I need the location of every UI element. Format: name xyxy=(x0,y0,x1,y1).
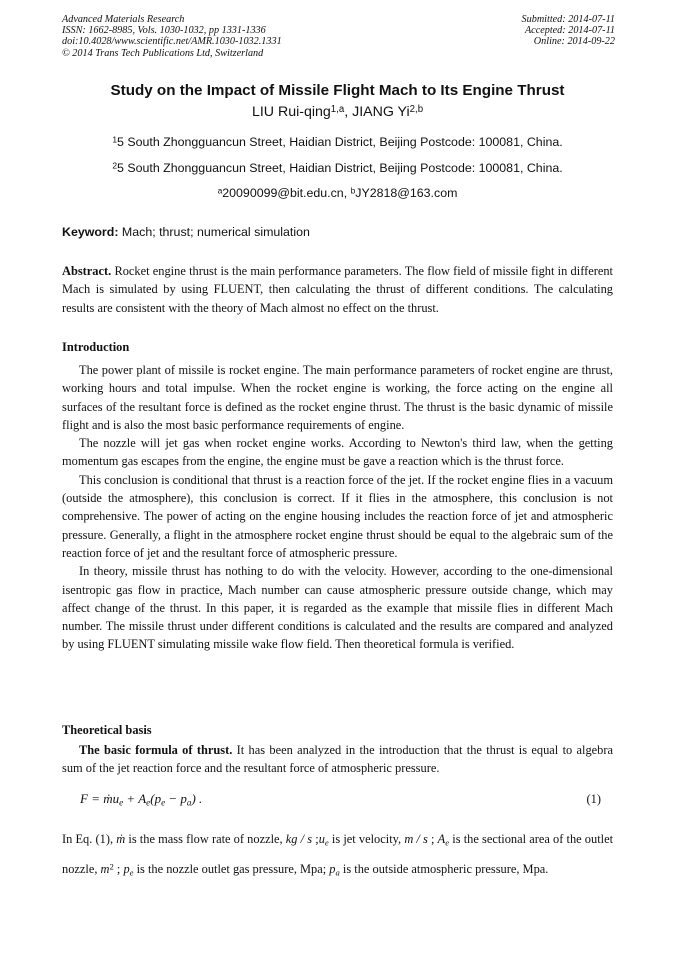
eq-equals: = xyxy=(87,791,104,806)
affiliation-1-superscript: 1 xyxy=(112,134,118,145)
email-a-superscript: a xyxy=(217,185,223,196)
eq-velocity: u xyxy=(112,791,120,806)
eqdesc-ambient-pressure-sub: a xyxy=(335,867,340,878)
eqdesc-text-6: is the sectional area of the outlet nozzle, xyxy=(62,832,614,876)
eqdesc-text-2: is the mass flow rate of nozzle, xyxy=(125,832,286,846)
eqdesc-area-sub: e xyxy=(445,837,450,848)
eqdesc-text-4: is jet velocity, xyxy=(328,832,405,846)
author-1-superscript: 1,a xyxy=(330,103,345,115)
author-2-superscript: 2,b xyxy=(409,103,424,115)
affiliation-2 xyxy=(62,160,613,176)
email-b-superscript: b xyxy=(350,185,356,196)
introduction-heading: Introduction xyxy=(62,340,130,354)
eqdesc-text-5: ; xyxy=(427,832,438,846)
eqdesc-unit-m2-sup: 2 xyxy=(109,861,114,872)
accepted-date: Accepted: 2014-07-11 xyxy=(524,25,615,37)
email-separator: , xyxy=(343,186,351,200)
eq-ambient-pressure-sub: a xyxy=(186,797,192,808)
journal-name: Advanced Materials Research xyxy=(62,14,185,25)
affiliation-1-text: 5 South Zhongguancun Street, Haidian District, Beijing Postcode: 100081, China. xyxy=(117,135,563,149)
abstract-text: Rocket engine thrust is the main performance parameters. The flow field of missile fight in different Mach is simulated by using FLUENT, then calculating the thrust of different conditions. The calculating results are consistent with the theory of Mach almost no effect on the thrust. xyxy=(62,264,613,315)
intro-paragraph-1: The power plant of missile is rocket engine. The main performance parameters of rocket engine are thrust, working hours and total impulse. When the rocket engine is working, the force acting on the engine all surfaces of the resultant force is defined as the rocket engine thrust. The thrust is the basic dynamic of missile flight and is also the most basic performance requirements of engine. xyxy=(62,363,613,432)
intro-paragraph-4: In theory, missile thrust has nothing to do with the velocity. However, according to the one-dimensional isentropic gas flow in practice, Mach number can cause atmospheric pressure outside change, which may affect change of the thrust. In this paper, it is regarded as the example that missile flies in different Mach number. The missile thrust under different conditions is calculated and the results are compared and analyzed by using FLUENT simulating missile wake flow field. Then theoretical formula is verified. xyxy=(62,564,613,652)
eq-close-paren: ) . xyxy=(191,791,203,806)
eqdesc-text-3: ; xyxy=(312,832,319,846)
eqdesc-ambient-pressure: p xyxy=(329,862,336,876)
eqdesc-text-9: is the outside atmospheric pressure, Mpa. xyxy=(339,862,549,876)
email-a: 20090099@bit.edu.cn xyxy=(222,186,344,200)
eq-lhs: F xyxy=(80,791,88,806)
affiliation-1 xyxy=(62,134,613,150)
email-b: JY2818@163.com xyxy=(355,186,458,200)
eq-mass-flow: ṁ xyxy=(103,791,113,806)
affiliation-2-superscript: 2 xyxy=(112,160,118,171)
abstract xyxy=(62,262,613,317)
eqdesc-text-8: is the nozzle outlet gas pressure, Mpa; xyxy=(133,862,330,876)
eq-plus: + xyxy=(123,791,139,806)
eqdesc-exit-pressure: p xyxy=(123,862,130,876)
eq-exit-pressure: p xyxy=(154,791,162,806)
eqdesc-text-1: In Eq. (1), xyxy=(62,832,117,846)
eqdesc-velocity-sub: e xyxy=(324,837,329,848)
eq-minus: − xyxy=(165,791,181,806)
author-line xyxy=(62,103,613,121)
eqdesc-mass-flow: ṁ xyxy=(116,832,126,846)
eqdesc-velocity: u xyxy=(318,832,325,846)
thrust-equation xyxy=(80,790,202,808)
introduction-body xyxy=(62,361,613,654)
equation-description xyxy=(62,824,613,884)
eq-open-paren: ( xyxy=(150,791,155,806)
paper-title: Study on the Impact of Missile Flight Mach to Its Engine Thrust xyxy=(110,82,565,99)
eq-velocity-sub: e xyxy=(119,797,124,808)
journal-header-right xyxy=(522,14,615,48)
journal-header-left xyxy=(62,14,282,59)
copyright-line: © 2014 Trans Tech Publications Ltd, Switzerland xyxy=(62,47,264,59)
keywords-label: Keyword: xyxy=(62,225,119,239)
intro-paragraph-2: The nozzle will jet gas when rocket engine works. According to Newton's third law, when the getting momentum gas escapes from the engine, the engine must be gave a reaction which is the thrust force. xyxy=(62,436,613,469)
eq-ambient-pressure: p xyxy=(180,791,187,806)
eqdesc-unit-kg-s: kg / s xyxy=(285,832,313,846)
eq-exit-pressure-sub: e xyxy=(161,797,166,808)
eqdesc-unit-m2: m xyxy=(100,862,110,876)
author-separator: , xyxy=(344,104,353,120)
thrust-formula-paragraph xyxy=(62,741,613,778)
submitted-date: Submitted: 2014-07-11 xyxy=(521,14,615,25)
eqdesc-exit-pressure-sub: e xyxy=(129,867,134,878)
eqdesc-unit-m-s: m / s xyxy=(404,832,428,846)
eqdesc-text-7: ; xyxy=(113,862,124,876)
author-2: JIANG Yi xyxy=(352,104,410,120)
keywords-line xyxy=(62,224,613,240)
affiliation-2-text: 5 South Zhongguancun Street, Haidian District, Beijing Postcode: 100081, China. xyxy=(117,161,563,175)
author-1: LIU Rui-qing xyxy=(251,104,331,120)
eqdesc-area: A xyxy=(437,832,446,846)
intro-paragraph-3: This conclusion is conditional that thrust is a reaction force of the jet. If the rocket engine flies in a vacuum (outside the atmosphere), this conclusion is correct. If it flies in the atmosphere, this conclusion is not comprehensive. The power of acting on the engine housing includes the reaction force of jet and atmospheric pressure. Generally, a flight in the atmosphere rocket engine thrust should be equal to the algebraic sum of the reaction force of jet and the resultant force of atmospheric pressure. xyxy=(62,472,613,560)
theoretical-basis-body xyxy=(62,741,613,778)
doi-line: doi:10.4028/www.scientific.net/AMR.1030-1032.1331 xyxy=(62,36,282,48)
keywords-text: Mach; thrust; numerical simulation xyxy=(118,225,310,239)
thrust-formula-subheading: The basic formula of thrust. xyxy=(79,743,233,757)
online-date: Online: 2014-09-22 xyxy=(533,36,615,48)
theoretical-basis-heading: Theoretical basis xyxy=(62,723,152,737)
issn-line: ISSN: 1662-8985, Vols. 1030-1032, pp 1331-1336 xyxy=(62,25,266,37)
abstract-label: Abstract. xyxy=(62,264,112,278)
email-line xyxy=(62,185,613,201)
thrust-formula-text: It has been analyzed in the introduction that the thrust is equal to algebra sum of the jet reaction force and the resultant force of atmospheric pressure. xyxy=(62,743,614,776)
eq-area-sub: e xyxy=(146,797,151,808)
eq-area: A xyxy=(138,791,147,806)
equation-number: (1) xyxy=(586,792,601,806)
